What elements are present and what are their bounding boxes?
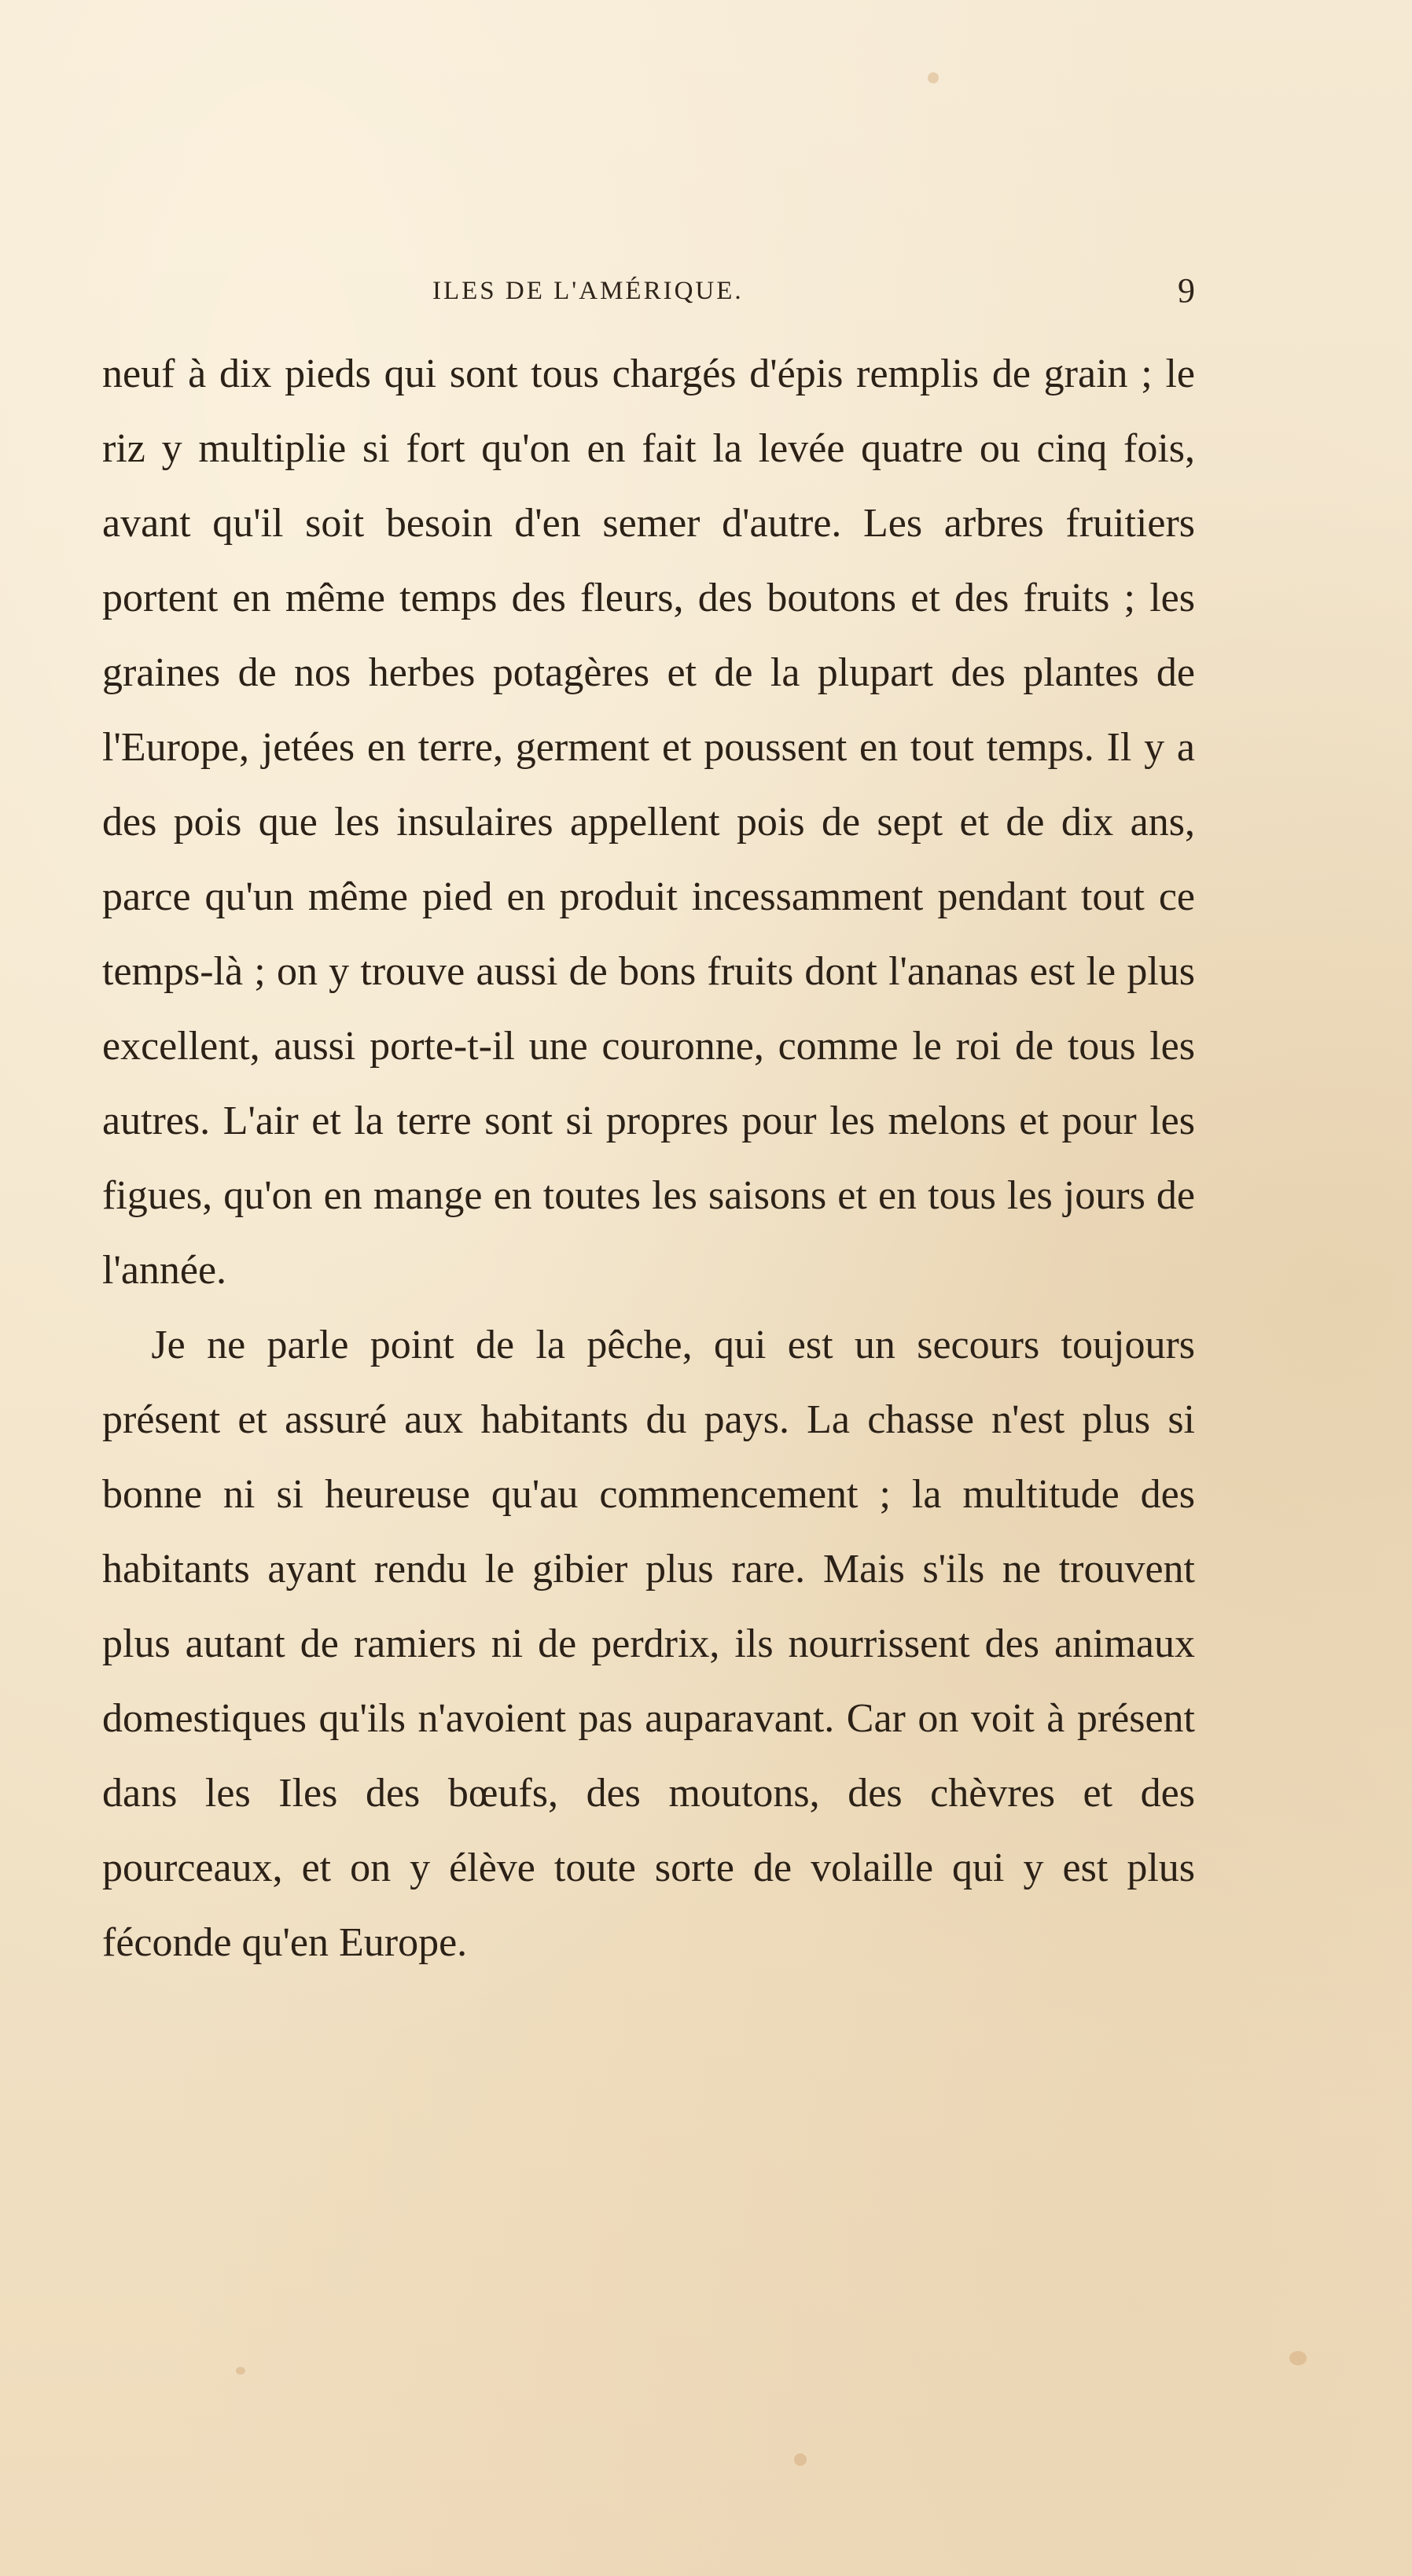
- page-header: [102, 267, 1195, 315]
- paper-stain: [236, 2367, 245, 2375]
- paper-stain: [794, 2453, 807, 2466]
- running-title: ILES DE L'AMÉRIQUE.: [432, 277, 744, 305]
- paper-stain: [1289, 2351, 1307, 2365]
- paragraph: Je ne parle point de la pêche, qui est un secours toujours présent et assuré aux habitants du pays. La chasse n'est plus si bonne ni si heureuse qu'au commencement ; la multitude des habitants ayant rendu le gibier plus rare. Mais s'ils ne trouvent plus autant de ramiers ni de perdrix, ils nourrissent des animaux domestiques qu'ils n'avoient pas auparavant. Car on voit à présent dans les Iles des bœufs, des moutons, des chèvres et des pourceaux, et on y élève toute sorte de volaille qui y est plus féconde qu'en Europe.: [102, 1323, 1195, 1965]
- paragraph: neuf à dix pieds qui sont tous chargés d'épis remplis de grain ; le riz y multiplie si fort qu'on en fait la levée quatre ou cinq fois, avant qu'il soit besoin d'en semer d'autre. Les arbres fruitiers portent en même temps des fleurs, des boutons et des fruits ; les graines de nos herbes potagères et de la plupart des plantes de l'Europe, jetées en terre, germent et poussent en tout temps. Il y a des pois que les insulaires appellent pois de sept et de dix ans, parce qu'un même pied en produit incessamment pendant tout ce temps-là ; on y trouve aussi de bons fruits dont l'ananas est le plus excellent, aussi porte-t-il une couronne, comme le roi de tous les autres. L'air et la terre sont si propres pour les melons et pour les figues, qu'on en mange en toutes les saisons et en tous les jours de l'année.: [102, 351, 1195, 1293]
- body-text: [102, 337, 1195, 1980]
- page-number: 9: [1178, 271, 1195, 310]
- paper-stain: [928, 72, 939, 83]
